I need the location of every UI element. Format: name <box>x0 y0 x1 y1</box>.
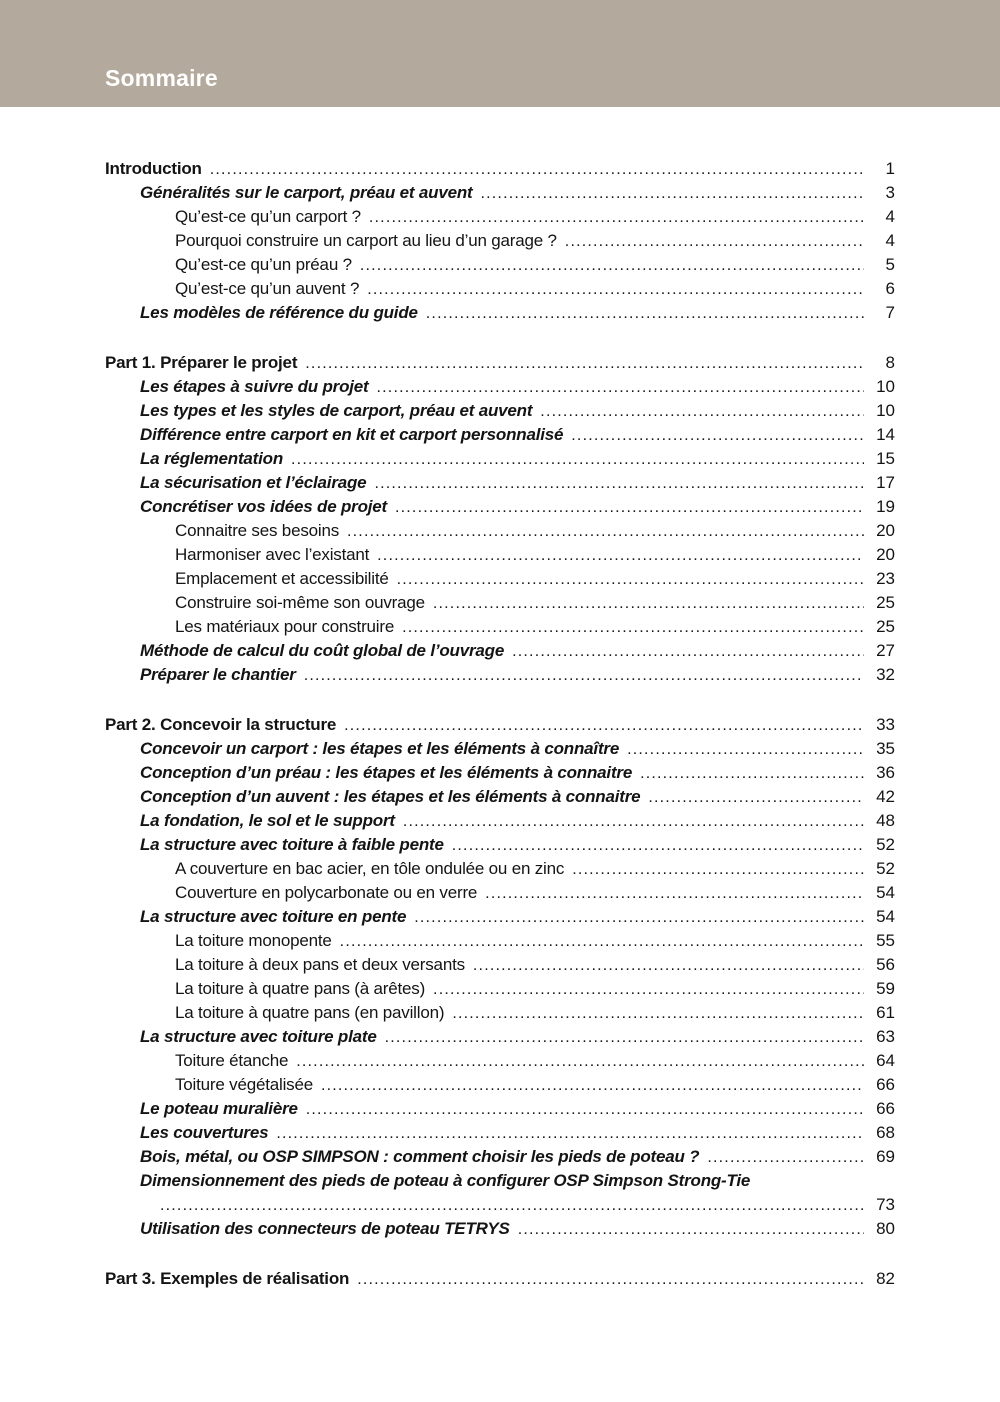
toc-leader-dots <box>518 1218 864 1242</box>
toc-entry-label: Généralités sur le carport, préau et auvent <box>140 183 473 202</box>
toc-page-number: 64 <box>876 1051 895 1070</box>
toc-entry-label: Bois, métal, ou OSP SIMPSON : comment choisir les pieds de poteau ? <box>140 1147 700 1166</box>
toc-page-number: 66 <box>876 1075 895 1094</box>
toc-entry-label: La fondation, le sol et le support <box>140 811 395 830</box>
toc-page-number: 10 <box>876 377 895 396</box>
toc-page-number: 1 <box>885 159 895 178</box>
toc-entry <box>105 567 895 591</box>
toc-entry-label: Les couvertures <box>140 1123 269 1142</box>
toc-page-number: 52 <box>876 835 895 854</box>
toc-leader-dots <box>395 496 864 520</box>
toc-entry <box>105 229 895 253</box>
toc-entry-label: Part 2. Concevoir la structure <box>105 715 337 734</box>
toc-page-number: 15 <box>876 449 895 468</box>
toc-entry <box>105 1169 895 1193</box>
toc-entry <box>105 713 895 737</box>
toc-page-number: 35 <box>876 739 895 758</box>
toc-page-number: 4 <box>885 207 895 226</box>
toc-entry <box>105 1217 895 1241</box>
toc-page-number: 25 <box>876 617 895 636</box>
toc-entry <box>105 375 895 399</box>
toc-entry <box>105 253 895 277</box>
toc-entry <box>105 881 895 905</box>
toc-entry <box>105 809 895 833</box>
toc-leader-dots <box>565 230 864 254</box>
toc-entry-label: Qu’est-ce qu’un préau ? <box>175 255 352 274</box>
toc-leader-dots <box>571 424 864 448</box>
toc-entry <box>105 1049 895 1073</box>
toc-page-number: 54 <box>876 883 895 902</box>
toc-leader-dots <box>414 906 864 930</box>
toc-leader-dots <box>485 882 864 906</box>
toc-page-number: 4 <box>885 231 895 250</box>
toc-leader-dots <box>210 158 864 182</box>
toc-entry <box>105 785 895 809</box>
toc-entry <box>105 1025 895 1049</box>
toc-page-number: 59 <box>876 979 895 998</box>
toc-entry-label: Toiture étanche <box>175 1051 289 1070</box>
toc-leader-dots <box>452 834 864 858</box>
toc-entry-label: Qu’est-ce qu’un carport ? <box>175 207 361 226</box>
section-spacer <box>105 1241 895 1267</box>
toc-entry-label: Dimensionnement des pieds de poteau à configurer OSP Simpson Strong-Tie <box>140 1171 751 1190</box>
toc-entry-label: Conception d’un auvent : les étapes et les éléments à connaitre <box>140 787 641 806</box>
toc-leader-dots <box>402 616 864 640</box>
toc-entry <box>105 1001 895 1025</box>
toc-entry <box>105 471 895 495</box>
toc-entry <box>105 1073 895 1097</box>
toc-entry <box>105 929 895 953</box>
toc-leader-dots <box>640 762 864 786</box>
toc-leader-dots <box>540 400 864 424</box>
toc-entry-label: Utilisation des connecteurs de poteau TETRYS <box>140 1219 510 1238</box>
toc-entry-label: Emplacement et accessibilité <box>175 569 389 588</box>
toc-page-number: 52 <box>876 859 895 878</box>
toc-leader-dots <box>347 520 864 544</box>
toc-entry <box>105 181 895 205</box>
toc-entry <box>105 495 895 519</box>
toc-entry <box>105 277 895 301</box>
toc-entry <box>105 905 895 929</box>
toc-entry <box>105 615 895 639</box>
toc-page-number: 82 <box>876 1269 895 1288</box>
toc-entry-label: La réglementation <box>140 449 284 468</box>
toc-page-number: 61 <box>876 1003 895 1022</box>
toc-entry-label: Toiture végétalisée <box>175 1075 313 1094</box>
toc-entry <box>105 761 895 785</box>
toc-leader-dots <box>480 182 864 206</box>
toc-entry-label: Préparer le chantier <box>140 665 296 684</box>
toc-entry-label: La structure avec toiture à faible pente <box>140 835 444 854</box>
toc-entry-label: Concrétiser vos idées de projet <box>140 497 387 516</box>
toc-page-number: 66 <box>876 1099 895 1118</box>
toc-leader-dots <box>433 978 864 1002</box>
section-spacer <box>105 687 895 713</box>
toc-entry <box>105 351 895 375</box>
toc-entry-label: La toiture monopente <box>175 931 332 950</box>
toc-entry-label: Pourquoi construire un carport au lieu d’un garage ? <box>175 231 557 250</box>
toc-page-number: 63 <box>876 1027 895 1046</box>
toc-entry-label: La sécurisation et l’éclairage <box>140 473 367 492</box>
toc-list <box>0 107 1000 1291</box>
toc-leader-dots <box>344 714 864 738</box>
toc-entry-label: La toiture à quatre pans (à arêtes) <box>175 979 426 998</box>
toc-entry <box>105 447 895 471</box>
toc-page-number: 17 <box>876 473 895 492</box>
toc-entry-label: Méthode de calcul du coût global de l’ouvrage <box>140 641 505 660</box>
toc-page-number: 73 <box>876 1195 895 1214</box>
toc-leader-dots <box>397 568 864 592</box>
toc-entry-label: Les types et les styles de carport, préau et auvent <box>140 401 533 420</box>
toc-entry <box>105 663 895 687</box>
toc-entry <box>105 1121 895 1145</box>
toc-leader-dots <box>276 1122 864 1146</box>
toc-entry <box>105 1267 895 1291</box>
toc-entry-label: A couverture en bac acier, en tôle ondulée ou en zinc <box>175 859 565 878</box>
toc-leader-dots <box>357 1268 864 1292</box>
toc-page-number: 54 <box>876 907 895 926</box>
toc-entry-label: Conception d’un préau : les étapes et les éléments à connaitre <box>140 763 633 782</box>
toc-page-number: 36 <box>876 763 895 782</box>
toc-page-number: 14 <box>876 425 895 444</box>
toc-page-number: 8 <box>885 353 895 372</box>
toc-leader-dots <box>473 954 864 978</box>
toc-page-number: 20 <box>876 521 895 540</box>
toc-entry-label: La toiture à deux pans et deux versants <box>175 955 465 974</box>
toc-entry-label: La structure avec toiture en pente <box>140 907 407 926</box>
toc-entry-label: Les modèles de référence du guide <box>140 303 418 322</box>
toc-page-number: 20 <box>876 545 895 564</box>
toc-entry-continuation <box>105 1193 895 1217</box>
toc-leader-dots <box>340 930 864 954</box>
toc-leader-dots <box>648 786 864 810</box>
toc-entry <box>105 977 895 1001</box>
toc-leader-dots <box>377 376 864 400</box>
toc-page-number: 48 <box>876 811 895 830</box>
toc-leader-dots <box>572 858 864 882</box>
toc-leader-dots <box>433 592 864 616</box>
toc-page-number: 25 <box>876 593 895 612</box>
toc-entry <box>105 399 895 423</box>
toc-entry-label: Le poteau muralière <box>140 1099 298 1118</box>
toc-page-number: 33 <box>876 715 895 734</box>
toc-leader-dots <box>426 302 864 326</box>
toc-entry <box>105 1097 895 1121</box>
toc-entry-label: Part 3. Exemples de réalisation <box>105 1269 350 1288</box>
section-spacer <box>105 325 895 351</box>
toc-page-number: 68 <box>876 1123 895 1142</box>
toc-leader-dots <box>512 640 864 664</box>
toc-entry-label: Les matériaux pour construire <box>175 617 395 636</box>
toc-entry <box>105 833 895 857</box>
toc-leader-dots <box>627 738 864 762</box>
page-title: Sommaire <box>105 65 218 91</box>
toc-entry-label: Différence entre carport en kit et carport personnalisé <box>140 425 564 444</box>
toc-entry <box>105 737 895 761</box>
toc-page-number: 42 <box>876 787 895 806</box>
toc-entry <box>105 519 895 543</box>
toc-leader-dots <box>306 1098 864 1122</box>
toc-entry <box>105 205 895 229</box>
toc-page-number: 80 <box>876 1219 895 1238</box>
toc-leader-dots <box>707 1146 864 1170</box>
toc-page-number: 6 <box>885 279 895 298</box>
toc-page-number: 5 <box>885 255 895 274</box>
toc-entry-label: Harmoniser avec l’existant <box>175 545 370 564</box>
toc-page-number: 19 <box>876 497 895 516</box>
toc-page-number: 27 <box>876 641 895 660</box>
toc-entry <box>105 953 895 977</box>
toc-leader-dots <box>367 278 864 302</box>
toc-entry-label: Qu’est-ce qu’un auvent ? <box>175 279 360 298</box>
toc-entry-label: Connaitre ses besoins <box>175 521 340 540</box>
toc-leader-dots <box>385 1026 864 1050</box>
toc-leader-dots <box>360 254 864 278</box>
toc-leader-dots <box>321 1074 864 1098</box>
toc-entry <box>105 639 895 663</box>
toc-leader-dots <box>452 1002 864 1026</box>
toc-leader-dots <box>160 1194 864 1218</box>
toc-entry-label: Introduction <box>105 159 202 178</box>
toc-page-number: 32 <box>876 665 895 684</box>
toc-leader-dots <box>369 206 864 230</box>
toc-entry-label: La structure avec toiture plate <box>140 1027 377 1046</box>
toc-entry <box>105 857 895 881</box>
toc-entry <box>105 591 895 615</box>
toc-page-number: 10 <box>876 401 895 420</box>
toc-leader-dots <box>305 352 864 376</box>
toc-leader-dots <box>296 1050 864 1074</box>
toc-entry-label: Concevoir un carport : les étapes et les éléments à connaître <box>140 739 620 758</box>
toc-page-number: 3 <box>885 183 895 202</box>
toc-page-number: 69 <box>876 1147 895 1166</box>
toc-page-number: 56 <box>876 955 895 974</box>
toc-entry-label: La toiture à quatre pans (en pavillon) <box>175 1003 445 1022</box>
toc-entry <box>105 543 895 567</box>
toc-entry-label: Les étapes à suivre du projet <box>140 377 369 396</box>
toc-page-number: 7 <box>885 303 895 322</box>
toc-entry <box>105 157 895 181</box>
toc-leader-dots <box>304 664 864 688</box>
toc-leader-dots <box>291 448 864 472</box>
toc-entry <box>105 1145 895 1169</box>
toc-entry-label: Couverture en polycarbonate ou en verre <box>175 883 478 902</box>
toc-leader-dots <box>403 810 864 834</box>
toc-page-number: 23 <box>876 569 895 588</box>
toc-leader-dots <box>374 472 864 496</box>
page-header <box>0 0 1000 107</box>
toc-entry <box>105 301 895 325</box>
toc-leader-dots <box>377 544 864 568</box>
toc-entry-label: Construire soi-même son ouvrage <box>175 593 425 612</box>
toc-entry-label: Part 1. Préparer le projet <box>105 353 298 372</box>
toc-entry <box>105 423 895 447</box>
toc-page-number: 55 <box>876 931 895 950</box>
